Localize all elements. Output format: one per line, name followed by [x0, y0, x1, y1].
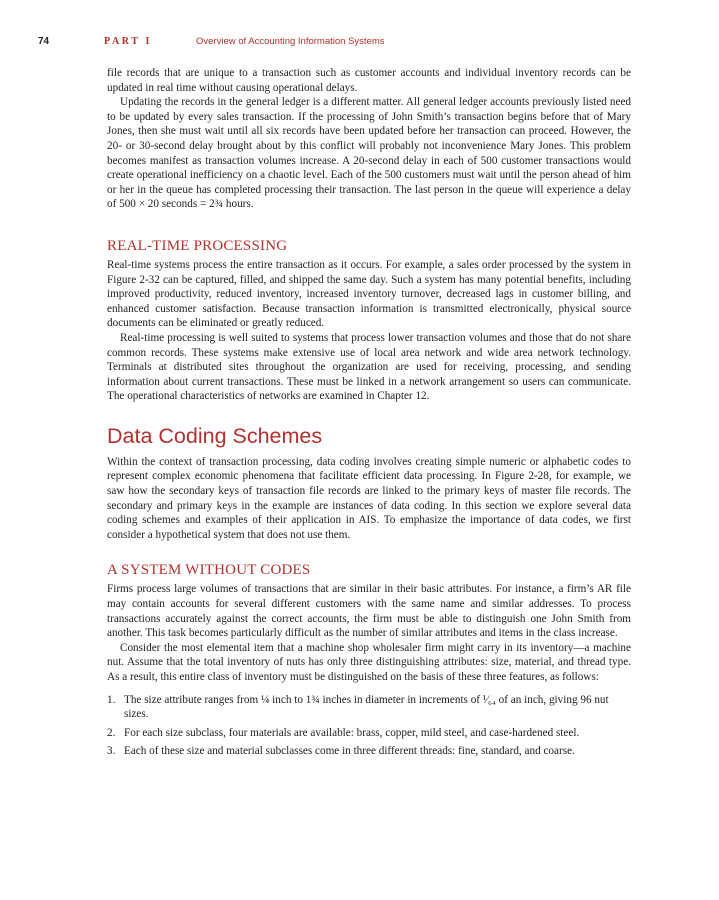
list-item: 2. For each size subclass, four materials are available: brass, copper, mild steel, and case-hardened steel.: [107, 726, 580, 739]
numbered-list: [107, 693, 631, 759]
paragraph: Real-time processing is well suited to systems that process lower transaction volumes and those that do not share common records. These systems make extensive use of local area network and wide area network technology. Terminals at distributed sites throughout the organization are used for receiving, processing, and sending information about current transactions. These must be linked in a network arrangement so users can communicate. The operational characteristics of networks are examined in Chapter 12.: [107, 331, 631, 403]
chapter-title: Overview of Accounting Information Systems: [196, 36, 385, 47]
paragraph: Updating the records in the general ledger is a different matter. All general ledger accounts previously listed need to be updated by every sales transaction. If the processing of John Smith’s transaction begins before that of Mary Jones, then she must wait until all six records have been updated before her transaction can proceed. However, the 20- or 30-second delay brought about by this conflict will probably not inconvenience Mary Jones. This problem becomes manifest as transaction volumes increase. A 20-second delay in each of 500 customer transactions would create operational inefficiency on a chaotic level. Each of the 500 customers must wait until the person ahead of him or her in the queue has completed processing their transaction. The last person in the queue will experience a delay of 500 × 20 seconds = 2¾ hours.: [107, 96, 631, 211]
list-item: 3. Each of these size and material subclasses come in three different threads: fine, standard, and coarse.: [107, 745, 575, 758]
list-item: 1. The size attribute ranges from ¼ inch to 1¾ inches in diameter in increments of ¹⁄₆₄ of an inch, giving 96 nut sizes.: [107, 693, 609, 721]
section-heading-system-without-codes: A SYSTEM WITHOUT CODES: [107, 562, 311, 579]
paragraph: Consider the most elemental item that a machine shop wholesaler firm might carry in its inventory—a machine nut. Assume that the total inventory of nuts has only three distinguishing attributes: size, material, and thread type. As a result, this entire class of inventory must be distinguished on the basis of these three features, as follows:: [107, 641, 631, 683]
page-body: [107, 66, 631, 763]
paragraph: Firms process large volumes of transactions that are similar in their basic attributes. For instance, a firm’s AR file may contain accounts for several different customers with the same name and similar addresses. To process transactions accurately against the correct accounts, the firm must be able to distinguish one John Smith from another. This task becomes particularly difficult as the number of similar attributes and items in the class increase.: [107, 583, 631, 640]
running-header: [0, 36, 719, 50]
paragraph: Within the context of transaction processing, data coding involves creating simple numeric or alphabetic codes to represent complex economic phenomena that facilitate efficient data processing. In Figure 2-28, for example, we saw how the secondary keys of transaction file records are linked to the primary keys of master file records. The secondary and primary keys in the example are instances of data coding. In this section we explore several data coding schemes and examples of their application in AIS. To emphasize the importance of data codes, we first consider a hypothetical system that does not use them.: [107, 455, 631, 541]
part-label: PART I: [104, 36, 152, 47]
section-heading-data-coding-schemes: Data Coding Schemes: [107, 423, 323, 448]
paragraph: file records that are unique to a transaction such as customer accounts and individual inventory records can be updated in real time without causing operational delays.: [107, 67, 631, 94]
page-number: 74: [38, 36, 50, 47]
section-heading-real-time-processing: REAL-TIME PROCESSING: [107, 237, 288, 254]
paragraph: Real-time systems process the entire transaction as it occurs. For example, a sales order processed by the system in Figure 2-32 can be captured, filled, and shipped the same day. Such a system has many potential benefits, including improved productivity, reduced inventory, increased inventory turnover, decreased lags in customer billing, and enhanced customer satisfaction. Because transaction information is transmitted electronically, physical source documents can be eliminated or greatly reduced.: [107, 258, 631, 330]
